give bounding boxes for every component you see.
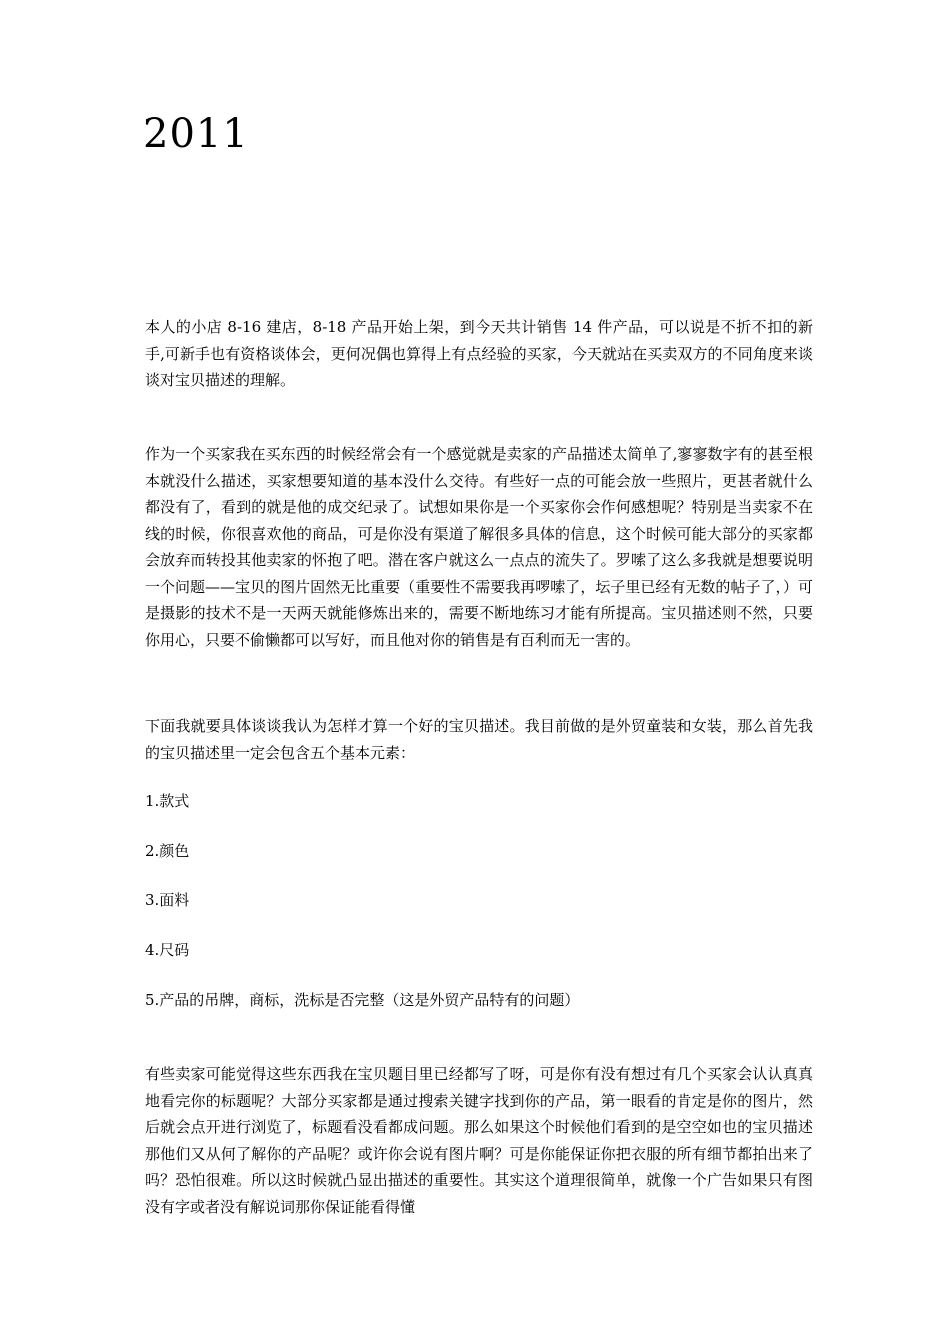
document-year-heading: 2011 bbox=[143, 111, 249, 157]
list-item-fabric: 3.面料 bbox=[145, 891, 190, 909]
paragraph-intro: 本人的小店 8-16 建店，8-18 产品开始上架，到今天共计销售 14 件产品，可以说是不折不扣的新手,可新手也有资格谈体会，更何况偶也算得上有点经验的买家，今天就站在买卖双方的不同角度来谈谈对宝贝描述的理解。 bbox=[145, 318, 813, 389]
paragraph-elements-intro: 下面我就要具体谈谈我认为怎样才算一个好的宝贝描述。我目前做的是外贸童装和女装，那么首先我的宝贝描述里一定会包含五个基本元素： bbox=[145, 717, 813, 762]
paragraph-buyer-perspective: 作为一个买家我在买东西的时候经常会有一个感觉就是卖家的产品描述太简单了,寥寥数字有的甚至根本就没什么描述，买家想要知道的基本没什么交待。有些好一点的可能会放一些照片，更甚者就什么都没有了，看到的就是他的成交纪录了。试想如果你是一个买家你会作何感想呢？特别是当卖家不在线的时候，你很喜欢他的商品，可是你没有渠道了解很多具体的信息，这个时候可能大部分的买家都会放弃而转投其他卖家的怀抱了吧。潜在客户就这么一点点的流失了。罗嗦了这么多我就是想要说明一个问题——宝贝的图片固然无比重要（重要性不需要我再啰嗦了，坛子里已经有无数的帖子了，）可是摄影的技术不是一天两天就能修炼出来的，需要不断地练习才能有所提高。宝贝描述则不然，只要你用心，只要不偷懒都可以写好，而且他对你的销售是有百利而无一害的。 bbox=[145, 445, 813, 649]
list-item-color: 2.颜色 bbox=[145, 842, 190, 860]
paragraph-title-vs-description: 有些卖家可能觉得这些东西我在宝贝题目里已经都写了呀，可是你有没有想过有几个买家会认认真真地看完你的标题呢？大部分买家都是通过搜索关键字找到你的产品，第一眼看的肯定是你的图片，然后就会点开进行浏览了，标题看没看都成问题。那么如果这个时候他们看到的是空空如也的宝贝描述那他们又从何了解你的产品呢？或许你会说有图片啊？可是你能保证你把衣服的所有细节都拍出来了吗？恐怕很难。所以这时候就凸显出描述的重要性。其实这个道理很简单，就像一个广告如果只有图没有字或者没有解说词那你保证能看得懂 bbox=[145, 1065, 813, 1216]
list-item-style: 1.款式 bbox=[145, 792, 190, 810]
list-item-tags: 5.产品的吊牌，商标，洗标是否完整（这是外贸产品特有的问题） bbox=[145, 991, 580, 1009]
list-item-size: 4.尺码 bbox=[145, 941, 190, 959]
